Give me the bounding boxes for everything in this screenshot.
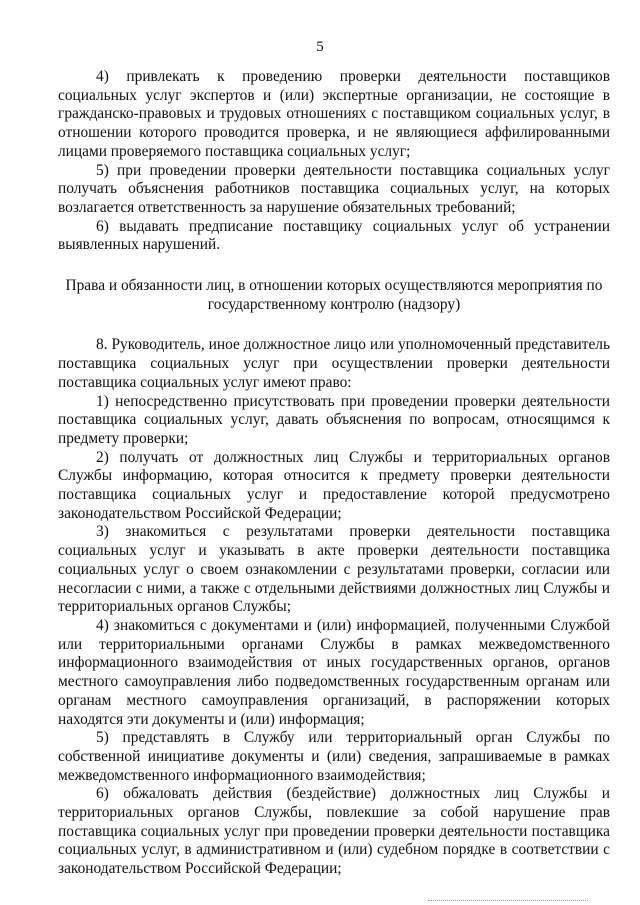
paragraph-right-1-attend: 1) непосредственно присутствовать при проведении проверки деятельности поставщика социальных услуг, давать объяснения по вопросам, относящимся к предмету проверки; [58,392,610,447]
paragraph-right-4-documents: 4) знакомиться с документами и (или) информацией, полученными Службой или территориальными органами Службы в рамках межведомственного информационного взаимодействия от иных государственных органов, органов местного самоуправления либо подведомственных государственным органам или органам местного самоуправления организаций, в распоряжении которых находятся эти документы и (или) информация; [58,616,610,728]
paragraph-item-5-explanations: 5) при проведении проверки деятельности поставщика социальных услуг получать объяснения работников поставщика социальных услуг, на которых возлагается ответственность за нарушение обязательных требований; [58,161,610,216]
paragraph-item-4-experts: 4) привлекать к проведению проверки деятельности поставщиков социальных услуг экспертов и (или) экспертные организации, не состоящие в гражданско-правовых и трудовых отношениях с поставщиком социальных услуг, в отношении которого проводится проверка, и не являющиеся аффилированными лицами проверяемого поставщика социальных услуг; [58,68,610,160]
paragraph-right-3-results: 3) знакомиться с результатами проверки деятельности поставщика социальных услуг и указывать в акте проверки деятельности поставщика социальных услуг о своем ознакомлении с результатами проверки, согласии или несогласии с ними, а также с отдельными действиями должностных лиц Службы и территориальных органов Службы; [58,523,610,616]
document-body [58,68,610,879]
paragraph-item-8-rights-intro: 8. Руководитель, иное должностное лицо или уполномоченный представитель поставщика социальных услуг при осуществлении проверки деятельности поставщика социальных услуг имеют право: [58,336,610,391]
paragraph-right-2-receive-info: 2) получать от должностных лиц Службы и территориальных органов Службы информацию, которая относится к предмету проверки деятельности поставщика социальных услуг и предоставление которой предусмотрено законодательством Российской Федерации; [58,448,610,522]
paragraph-item-6-prescription: 6) выдавать предписание поставщику социальных услуг об устранении выявленных нарушений. [58,217,610,254]
paragraph-right-6-appeal: 6) обжаловать действия (бездействие) должностных лиц Службы и территориальных органов Службы, повлекшие за собой нарушение прав поставщика социальных услуг при проведении проверки деятельности поставщика социальных услуг, в административном и (или) судебном порядке в соответствии с законодательством Российской Федерации; [58,785,610,878]
scan-edge-mark [428,900,588,903]
paragraph-right-5-submit: 5) представлять в Службу или территориальный орган Службы по собственной инициативе документы и (или) сведения, запрашиваемые в рамках межведомственного информационного взаимодействия; [58,729,610,784]
page-number: 5 [316,39,324,55]
section-heading: Права и обязанности лиц, в отношении которых осуществляются мероприятия по государственному контролю (надзору) [65,277,603,313]
